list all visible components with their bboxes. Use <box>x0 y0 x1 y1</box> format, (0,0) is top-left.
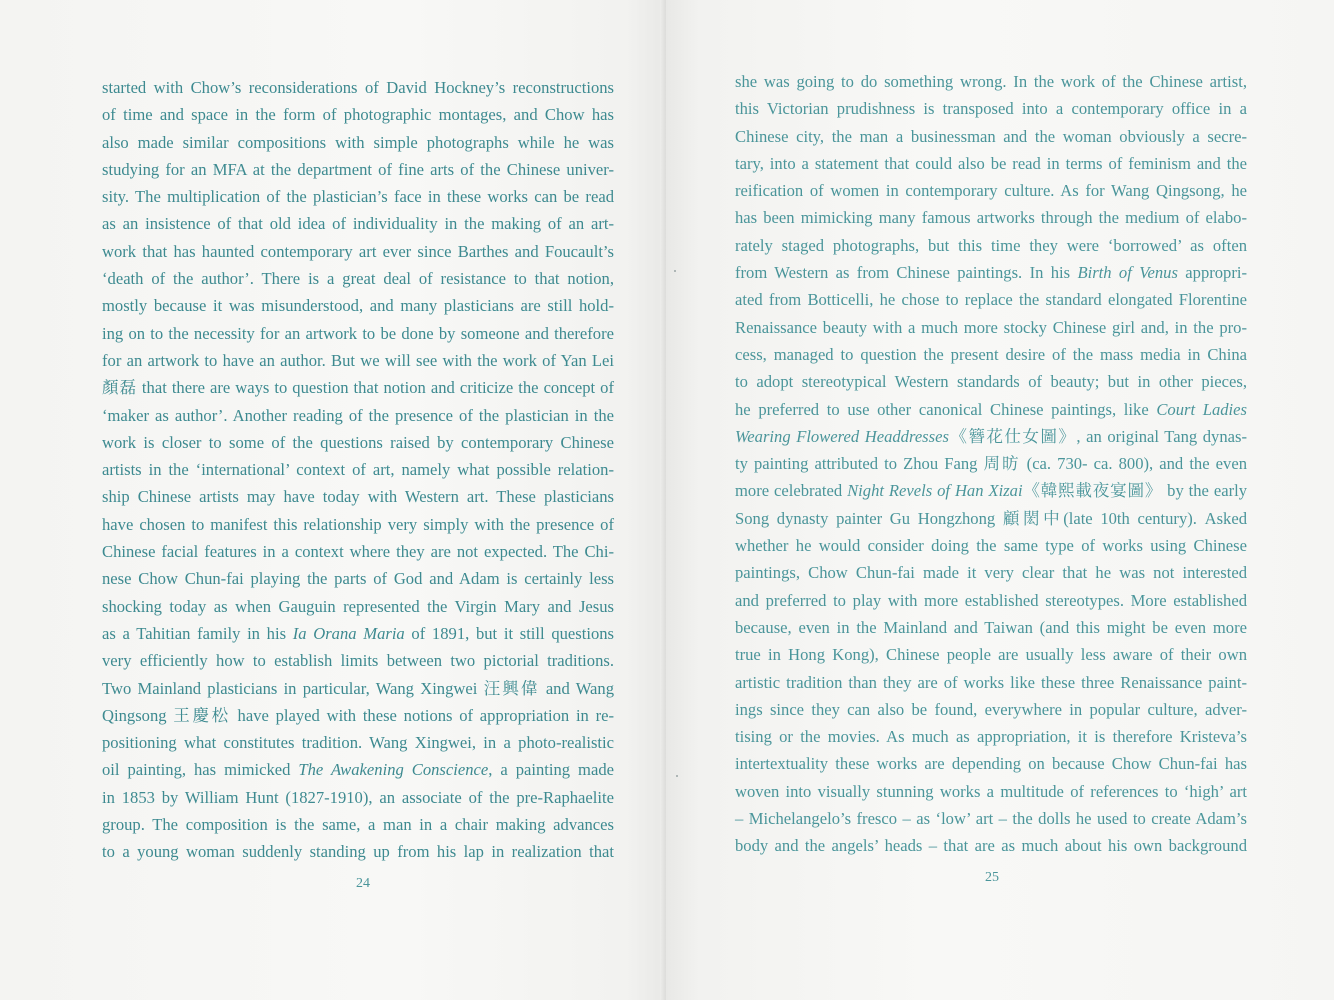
paper-speck <box>676 775 678 777</box>
italic-title: Ia Orana Maria <box>292 623 405 643</box>
text-line <box>102 811 614 838</box>
text-run: also made similar compositions with simple photographs while he was <box>102 132 614 152</box>
text-run: group. The composition is the same, a man in a chair making advances <box>102 815 614 835</box>
text-line <box>735 368 1247 395</box>
text-run: in 1853 by William Hunt (1827-1910), an associate of the pre-Raphaelite <box>102 787 614 807</box>
text-line <box>102 483 614 510</box>
text-line <box>102 647 614 674</box>
text-run: positioning what constitutes tradition. Wang Xingwei, in a photo-realistic <box>102 733 614 753</box>
text-run: of 1891, but it still questions <box>404 623 615 643</box>
text-run: Qingsong 王慶松 have played with these notions of appropriation in re- <box>102 705 614 725</box>
text-line <box>735 204 1247 231</box>
text-run: has been mimicking many famous artworks through the medium of elabo- <box>735 208 1247 228</box>
text-line <box>735 68 1247 95</box>
text-run: Chinese city, the man a businessman and the woman obviously a secre- <box>735 126 1247 146</box>
text-run: reification of women in contemporary culture. As for Wang Qingsong, he <box>735 181 1247 201</box>
italic-title: Wearing Flowered Headdresses <box>735 426 949 446</box>
text-run: have chosen to manifest this relationship very simply with the presence of <box>102 514 614 534</box>
text-run: 《韓熙載夜宴圖》 by the early <box>1022 481 1248 501</box>
text-run: Renaissance beauty with a much more stocky Chinese girl and, in the pro- <box>735 317 1247 337</box>
text-line <box>102 511 614 538</box>
text-line <box>735 477 1247 504</box>
text-run: Two Mainland plasticians in particular, Wang Xingwei 汪興偉 and Wang <box>102 678 614 698</box>
text-run: body and the angels’ heads – that are as much about his own background <box>735 836 1247 856</box>
text-run: 顏磊 that there are ways to question that notion and criticize the concept of <box>102 378 614 398</box>
text-line <box>735 232 1247 259</box>
text-line <box>102 593 614 620</box>
text-run: nese Chow Chun-fai playing the parts of God and Adam is certainly less <box>102 569 614 589</box>
text-line <box>735 750 1247 777</box>
text-run: , a painting made <box>488 760 614 780</box>
text-line <box>735 614 1247 641</box>
text-line <box>735 559 1247 586</box>
text-run: to a young woman suddenly standing up from his lap in realization that <box>102 842 614 862</box>
text-run: artists in the ‘international’ context of art, namely what possible relation- <box>102 460 614 480</box>
text-line <box>102 675 614 702</box>
text-run: tising or the movies. As much as appropriation, it is therefore Kristeva’s <box>735 727 1247 747</box>
text-run: because, even in the Mainland and Taiwan (and this might be even more <box>735 617 1247 637</box>
text-line <box>102 620 614 647</box>
text-run: started with Chow’s reconsiderations of David Hockney’s reconstructions <box>102 78 614 97</box>
text-run: this Victorian prudishness is transposed into a contemporary office in a <box>735 99 1247 119</box>
text-line <box>735 314 1247 341</box>
text-run: woven into visually stunning works a multitude of references to ‘high’ art <box>735 781 1247 801</box>
text-line <box>102 838 614 865</box>
text-run: cess, managed to question the present desire of the mass media in China <box>735 344 1247 364</box>
text-run: rately staged photographs, but this time they were ‘borrowed’ as often <box>735 235 1247 255</box>
text-run: oil painting, has mimicked <box>102 760 299 780</box>
italic-title: Birth of Venus <box>1077 263 1178 283</box>
text-line <box>735 286 1247 313</box>
text-line <box>102 210 614 237</box>
text-line <box>102 292 614 319</box>
text-run: he preferred to use other canonical Chinese paintings, like <box>735 399 1157 419</box>
text-line <box>735 778 1247 805</box>
text-run: work that has haunted contemporary art ever since Barthes and Foucault’s <box>102 241 614 261</box>
text-run: from Western as from Chinese paintings. In his <box>735 263 1078 283</box>
text-run: to adopt stereotypical Western standards of beauty; but in other pieces, <box>735 372 1247 392</box>
text-line <box>102 74 614 101</box>
text-line <box>102 538 614 565</box>
text-line <box>102 456 614 483</box>
text-run: of time and space in the form of photographic montages, and Chow has <box>102 105 614 125</box>
text-line <box>102 702 614 729</box>
text-line <box>735 123 1247 150</box>
text-line <box>102 429 614 456</box>
left-page-text <box>102 74 614 866</box>
text-run: work is closer to some of the questions raised by contemporary Chinese <box>102 432 614 452</box>
text-run: true in Hong Kong), Chinese people are usually less aware of their own <box>735 645 1247 665</box>
text-run: for an artwork to have an author. But we will see with the work of Yan Lei <box>102 350 614 370</box>
text-run: studying for an MFA at the department of fine arts of the Chinese univer- <box>102 159 614 179</box>
left-page <box>0 0 666 1000</box>
text-line <box>735 587 1247 614</box>
text-run: appropri- <box>1177 263 1248 283</box>
text-line <box>735 450 1247 477</box>
text-line <box>735 95 1247 122</box>
text-run: Chinese facial features in a context where they are not expected. The Chi- <box>102 542 614 562</box>
text-line <box>735 177 1247 204</box>
text-line <box>102 156 614 183</box>
text-line <box>102 402 614 429</box>
text-run: ty painting attributed to Zhou Fang 周昉 (ca. 730- ca. 800), and the even <box>735 454 1247 474</box>
text-line <box>735 832 1247 859</box>
text-line <box>735 150 1247 177</box>
text-run: shocking today as when Gauguin represented the Virgin Mary and Jesus <box>102 596 614 616</box>
text-run: 《簪花仕女圖》, an original Tang dynas- <box>948 426 1247 446</box>
text-run: very efficiently how to establish limits between two pictorial traditions. <box>102 651 614 671</box>
text-line <box>102 101 614 128</box>
italic-title: The Awakening Conscience <box>298 760 489 780</box>
text-run: – Michelangelo’s fresco – as ‘low’ art – the dolls he used to create Adam’s <box>735 809 1247 829</box>
text-line <box>102 320 614 347</box>
text-run: whether he would consider doing the same type of works using Chinese <box>735 536 1247 556</box>
text-line <box>102 183 614 210</box>
text-run: and preferred to play with more established stereotypes. More established <box>735 590 1247 610</box>
text-line <box>735 259 1247 286</box>
text-line <box>735 532 1247 559</box>
text-run: ‘death of the author’. There is a great deal of resistance to that notion, <box>102 269 614 289</box>
text-line <box>102 756 614 783</box>
text-run: as a Tahitian family in his <box>102 623 293 643</box>
text-line <box>735 805 1247 832</box>
text-line <box>102 784 614 811</box>
text-run: intertextuality these works are depending on because Chow Chun-fai has <box>735 754 1247 774</box>
text-run: as an insistence of that old idea of individuality in the making of an art- <box>102 214 614 234</box>
text-line <box>735 341 1247 368</box>
text-line <box>102 565 614 592</box>
italic-title: Night Revels of Han Xizai <box>847 481 1023 501</box>
text-run: ‘maker as author’. Another reading of the presence of the plastician in the <box>102 405 614 425</box>
text-run: ings since they can also be found, everywhere in popular culture, adver- <box>735 699 1247 719</box>
text-run: more celebrated <box>735 481 848 501</box>
text-run: artistic tradition than they are of works like these three Renaissance paint- <box>735 672 1247 692</box>
paper-speck <box>674 270 676 272</box>
right-page-number: 25 <box>985 870 999 885</box>
text-run: sity. The multiplication of the plastician’s face in these works can be read <box>102 187 614 207</box>
text-run: tary, into a statement that could also be read in terms of feminism and the <box>735 153 1247 173</box>
text-line <box>735 669 1247 696</box>
text-line <box>102 238 614 265</box>
text-line <box>102 729 614 756</box>
text-line <box>102 129 614 156</box>
text-run: ated from Botticelli, he chose to replace the standard elongated Florentine <box>735 290 1247 310</box>
right-page-text <box>735 68 1247 860</box>
italic-title: Court Ladies <box>1156 399 1247 419</box>
text-line <box>735 423 1247 450</box>
text-line <box>102 347 614 374</box>
left-page-number: 24 <box>356 876 370 891</box>
text-line <box>735 505 1247 532</box>
text-run: ship Chinese artists may have today with Western art. These plasticians <box>102 487 614 507</box>
text-line <box>102 265 614 292</box>
text-line <box>735 641 1247 668</box>
text-line <box>735 696 1247 723</box>
text-run: she was going to do something wrong. In the work of the Chinese artist, <box>735 72 1247 91</box>
text-run: ing on to the necessity for an artwork to be done by someone and therefore <box>102 323 614 343</box>
text-line <box>102 374 614 401</box>
right-page <box>666 0 1334 1000</box>
text-run: Song dynasty painter Gu Hongzhong 顧閎中(late 10th century). Asked <box>735 508 1247 528</box>
text-run: mostly because it was misunderstood, and many plasticians are still hold- <box>102 296 614 316</box>
text-run: paintings, Chow Chun-fai made it very clear that he was not interested <box>735 563 1247 583</box>
text-line <box>735 723 1247 750</box>
text-line <box>735 396 1247 423</box>
